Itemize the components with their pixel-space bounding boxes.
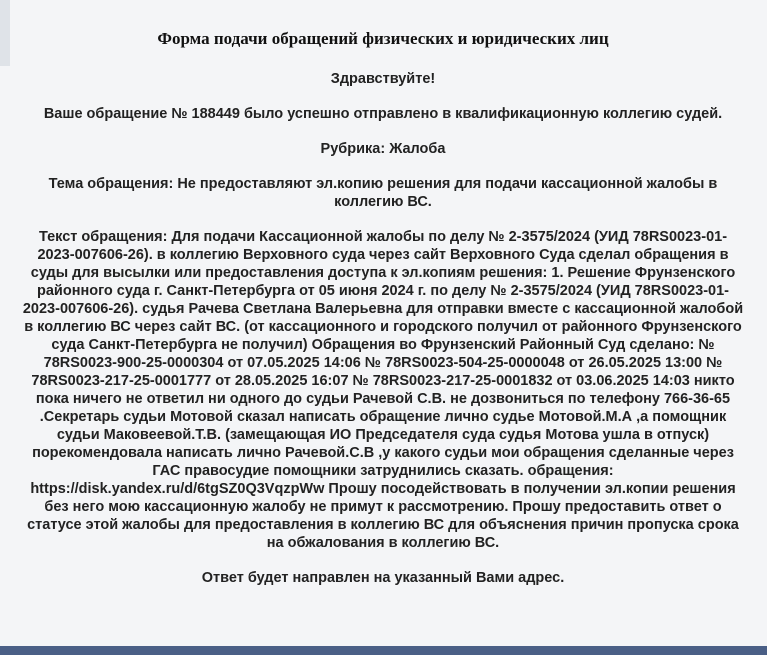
greeting-text: Здравствуйте! — [330, 71, 436, 87]
topic-text: Тема обращения: Не предоставляют эл.копию решения для подачи кассационной жалобы в коллегию ВС. — [48, 176, 718, 210]
left-stripe — [0, 0, 10, 66]
disk-link[interactable]: https://disk.yandex.ru/d/6tgSZ0Q3VqzpWw — [30, 481, 325, 497]
appeal-text-prefix: Текст обращения: Для подачи Кассационной жалобы по делу № 2-3575/2024 (УИД 78RS0023-01-2023-007606-26). в коллегию Верховного суда через сайт Верховного Суда сделал обращения в суды для высылки или предоставления доступа к эл.копиям решения: 1. Решение Фрунзенского районного суда г. Санкт-Петербурга от 05 июня 2024 г. по делу № 2-3575/2024 (УИД 78RS0023-01-2023-007606-26). судья Рачева Светлана Валерьевна для отправки вместе с кассационной жалобой в коллегию ВС через сайт ВС. (от кассационного и городского получил от районного Фрунзенского суда Санкт-Петербурга не получил) Обращения во Фрунзенский Районный Суд сделано: № 78RS0023-900-25-0000304 от 07.05.2025 14:06 № 78RS0023-504-25-0000048 от 26.05.2025 13:00 № 78RS0023-217-25-0001777 от 28.05.2025 16:07 № 78RS0023-217-25-0001832 от 03.06.2025 14:03 никто пока ничего не ответил ни одного до судьи Рачевой С.В. не дозвониться по телефону 766-36-65 .Секретарь судьи Мотовой сказал написать обращение лично судье Мотовой.М.А ,а помощник судьи Маковеевой.Т.В. (замещающая ИО Председателя суда судья Мотова ушла в отпуск) порекомендовала написать лично Рачевой.С.В ,у какого судьи мои обращения сделанные через ГАС правосудие помощники затруднились сказать. обращения: — [22, 229, 744, 479]
form-title: Форма подачи обращений физических и юридических лиц — [157, 29, 609, 48]
appeal-text — [22, 228, 744, 552]
confirmation-content — [22, 0, 744, 587]
sent-message: Ваше обращение № 188449 было успешно отправлено в квалификационную коллегию судей. — [43, 106, 723, 122]
bottom-bar — [0, 646, 767, 655]
appeal-text-suffix: Прошу посодействовать в получении эл.копии решения без него мою кассационную жалобу не примут к рассмотрению. Прошу предоставить ответ о статусе этой жалобы для предоставления в коллегию ВС для объяснения причин пропуска срока на обжалования в коллегию ВС. — [27, 481, 739, 551]
footer-text: Ответ будет направлен на указанный Вами адрес. — [201, 570, 565, 586]
rubric-text: Рубрика: Жалоба — [320, 141, 446, 157]
